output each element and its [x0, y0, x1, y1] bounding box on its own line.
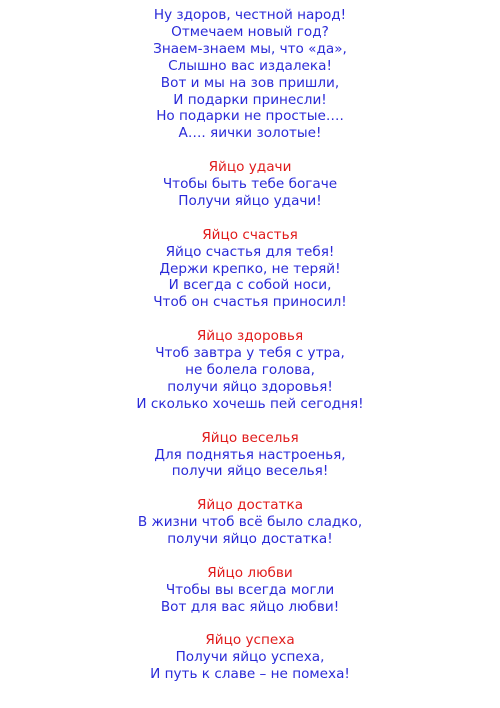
- poem-line: Знаем-знаем мы, что «да»,: [153, 40, 347, 57]
- stanza-luck: [0, 159, 500, 210]
- poem-line: И всегда с собой носи,: [168, 277, 332, 294]
- poem-line: Чтоб он счастья приносил!: [153, 294, 347, 311]
- poem-line: Чтоб завтра у тебя с утра,: [155, 345, 345, 362]
- poem-line: Чтобы вы всегда могли: [165, 581, 335, 598]
- poem-line: Отмечаем новый год?: [171, 23, 329, 40]
- poem-line: И путь к славе – не помеха!: [150, 666, 350, 683]
- poem-line: И сколько хочешь пей сегодня!: [136, 395, 364, 412]
- poem-line: Ну здоров, честной народ!: [153, 7, 347, 23]
- poem-line: получи яйцо здоровья!: [167, 378, 333, 395]
- poem-line: получи яйцо веселья!: [171, 463, 329, 480]
- poem-line: не болела голова,: [185, 361, 315, 378]
- poem-line: Вот и мы на зов пришли,: [160, 74, 340, 91]
- poem-line: Яйцо счастья для тебя!: [165, 243, 335, 260]
- poem-line: Получи яйцо удачи!: [178, 192, 322, 209]
- stanza-love: [0, 565, 500, 616]
- stanza-heading: Яйцо здоровья: [196, 328, 304, 345]
- stanza-heading: Яйцо счастья: [202, 226, 298, 243]
- poem-line: Слышно вас издалека!: [168, 57, 332, 74]
- poem-line: Для поднятья настроенья,: [154, 446, 346, 463]
- stanza-heading: Яйцо любви: [207, 564, 293, 581]
- poem-line: Держи крепко, не теряй!: [159, 260, 341, 277]
- stanza-heading: Яйцо удачи: [208, 159, 292, 176]
- poem-line: получи яйцо достатка!: [167, 531, 333, 548]
- stanza-prosperity: [0, 497, 500, 548]
- stanza-happiness: [0, 227, 500, 312]
- poem-line: Вот для вас яйцо любви!: [160, 598, 340, 615]
- poem-line: Чтобы быть тебе богаче: [162, 176, 338, 193]
- intro-stanza: [0, 7, 500, 142]
- poem-line: Получи яйцо успеха,: [175, 649, 325, 666]
- stanza-health: [0, 328, 500, 413]
- stanza-heading: Яйцо достатка: [196, 497, 304, 514]
- poem-line: Но подарки не простые….: [156, 108, 344, 125]
- poem-line: И подарки принесли!: [173, 91, 327, 108]
- stanza-heading: Яйцо успеха: [205, 632, 295, 649]
- poem-line: А…. яички золотые!: [178, 125, 322, 142]
- stanza-fun: [0, 430, 500, 481]
- stanza-success: [0, 632, 500, 683]
- stanza-heading: Яйцо веселья: [201, 429, 299, 446]
- poem-line: В жизни чтоб всё было сладко,: [137, 514, 363, 531]
- poem: [0, 7, 500, 700]
